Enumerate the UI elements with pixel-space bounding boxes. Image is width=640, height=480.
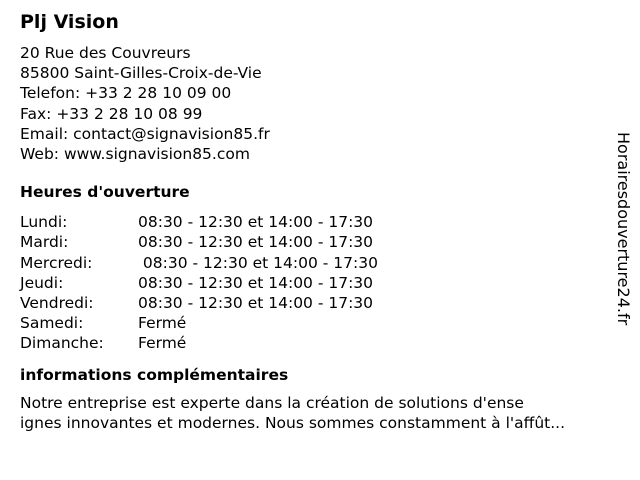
hours-value: 08:30 - 12:30 et 14:00 - 17:30 bbox=[138, 233, 374, 252]
day-label: Mercredi: bbox=[20, 253, 93, 272]
hours-value: Fermé bbox=[138, 314, 187, 333]
address-block bbox=[20, 43, 616, 164]
web-label: Web: bbox=[20, 145, 64, 164]
day-label: Lundi: bbox=[20, 213, 68, 232]
web-link[interactable]: www.signavision85.com bbox=[63, 145, 250, 164]
opening-hours-table bbox=[20, 212, 616, 353]
hours-row-lundi bbox=[20, 212, 616, 232]
day-label: Jeudi: bbox=[20, 273, 64, 292]
street-address: 20 Rue des Couvreurs bbox=[20, 44, 191, 62]
email-label: Email: bbox=[20, 124, 74, 143]
hours-row-dimanche bbox=[20, 333, 616, 353]
additional-info-text bbox=[20, 393, 632, 434]
email-link[interactable]: contact@signavision85.fr bbox=[73, 124, 270, 143]
hours-value: 08:30 - 12:30 et 14:00 - 17:30 bbox=[138, 253, 378, 272]
hours-row-mercredi bbox=[20, 253, 616, 273]
business-listing bbox=[20, 10, 616, 434]
day-label: Dimanche: bbox=[20, 334, 104, 353]
hours-row-mardi bbox=[20, 232, 616, 252]
day-label: Vendredi: bbox=[20, 294, 94, 313]
info-text-line-1: Notre entreprise est experte dans la création de solutions d'ense bbox=[20, 393, 524, 412]
fax-number: Fax: +33 2 28 10 08 99 bbox=[20, 104, 203, 123]
city-address: 85800 Saint-Gilles-Croix-de-Vie bbox=[20, 64, 262, 83]
email-line bbox=[20, 124, 616, 144]
phone-number: Telefon: +33 2 28 10 09 00 bbox=[20, 84, 232, 103]
day-label: Samedi: bbox=[20, 314, 84, 333]
hours-row-samedi bbox=[20, 313, 616, 333]
side-brand-link[interactable]: Horairesdouverture24.fr bbox=[614, 132, 633, 326]
hours-row-vendredi bbox=[20, 293, 616, 313]
additional-info-heading: informations complémentaires bbox=[20, 365, 289, 384]
hours-value: 08:30 - 12:30 et 14:00 - 17:30 bbox=[138, 213, 374, 232]
day-label: Mardi: bbox=[20, 233, 69, 252]
info-text-line-2: ignes innovantes et modernes. Nous sommes constamment à l'affût... bbox=[20, 413, 566, 432]
hours-value: Fermé bbox=[138, 334, 187, 353]
hours-value: 08:30 - 12:30 et 14:00 - 17:30 bbox=[138, 273, 374, 292]
opening-hours-heading: Heures d'ouverture bbox=[20, 183, 190, 202]
company-name: Plj Vision bbox=[20, 11, 119, 33]
hours-row-jeudi bbox=[20, 273, 616, 293]
web-line bbox=[20, 144, 616, 164]
hours-value: 08:30 - 12:30 et 14:00 - 17:30 bbox=[138, 294, 374, 313]
